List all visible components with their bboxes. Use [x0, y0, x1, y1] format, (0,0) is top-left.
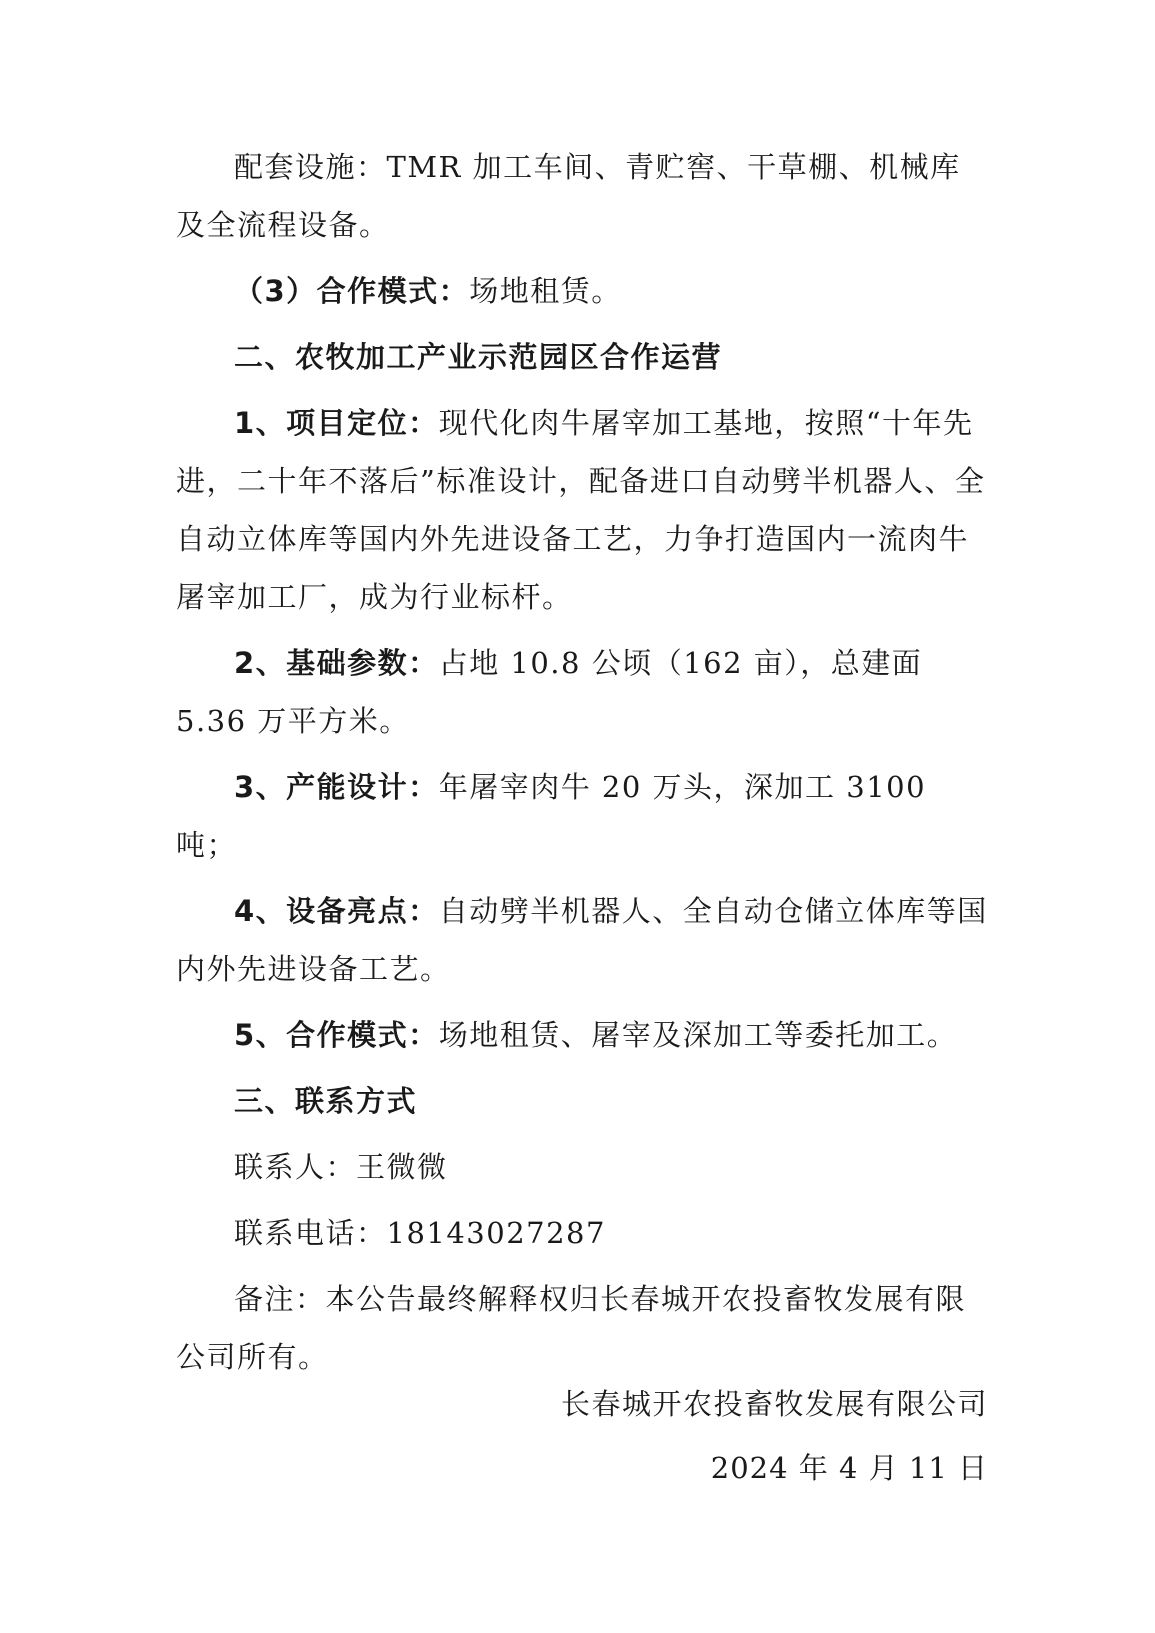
- paragraph-text: 联系电话：18143027287: [234, 1216, 606, 1250]
- paragraph-remark: [176, 1270, 988, 1386]
- section-heading-3: [176, 1072, 988, 1130]
- paragraph-lead: 2、基础参数：: [234, 646, 439, 680]
- paragraph-cooperation-mode-3: [176, 262, 988, 320]
- paragraph-text: 自动劈半机器人、全自动仓储立体库等国内外先进设备工艺。: [176, 894, 988, 986]
- section-heading-text: 二、农牧加工产业示范园区合作运营: [234, 340, 723, 374]
- paragraph-text: 备注：本公告最终解释权归长春城开农投畜牧发展有限公司所有。: [176, 1282, 967, 1374]
- paragraph-contact-person: [176, 1138, 988, 1196]
- paragraph-text: 场地租赁。: [469, 274, 622, 308]
- section-heading-text: 三、联系方式: [234, 1084, 418, 1118]
- paragraph-supporting-facilities: [176, 138, 988, 254]
- section-heading-2: [176, 328, 988, 386]
- paragraph-lead: 4、设备亮点：: [234, 894, 439, 928]
- paragraph-text: 现代化肉牛屠宰加工基地，按照“十年先进，二十年不落后”标准设计，配备进口自动劈半机器人、全自动立体库等国内外先进设备工艺，力争打造国内一流肉牛屠宰加工厂，成为行业标杆。: [176, 406, 986, 614]
- paragraph-text: 场地租赁、屠宰及深加工等委托加工。: [438, 1018, 958, 1052]
- document-body: [176, 138, 988, 1394]
- paragraph-cooperation-mode-5: [176, 1006, 988, 1064]
- signature-date: 2024 年 4 月 11 日: [710, 1451, 988, 1485]
- paragraph-text: 配套设施：TMR 加工车间、青贮窖、干草棚、机械库及全流程设备。: [176, 150, 961, 242]
- paragraph-text: 联系人：王微微: [234, 1150, 448, 1184]
- paragraph-project-positioning: [176, 394, 988, 626]
- paragraph-lead: 5、合作模式：: [234, 1018, 439, 1052]
- signature-block: [561, 1372, 988, 1500]
- paragraph-equipment-highlights: [176, 882, 988, 998]
- paragraph-text: 占地 10.8 公顷（162 亩），总建面 5.36 万平方米。: [176, 646, 923, 738]
- paragraph-lead: 1、项目定位：: [234, 406, 439, 440]
- signature-company: 长春城开农投畜牧发展有限公司: [560, 1387, 988, 1421]
- paragraph-capacity-design: [176, 758, 988, 874]
- paragraph-lead: 3、产能设计：: [234, 770, 439, 804]
- paragraph-basic-parameters: [176, 634, 988, 750]
- paragraph-lead: （3）合作模式：: [234, 274, 470, 308]
- paragraph-contact-phone: [176, 1204, 988, 1262]
- paragraph-text: 年屠宰肉牛 20 万头，深加工 3100 吨；: [176, 770, 927, 862]
